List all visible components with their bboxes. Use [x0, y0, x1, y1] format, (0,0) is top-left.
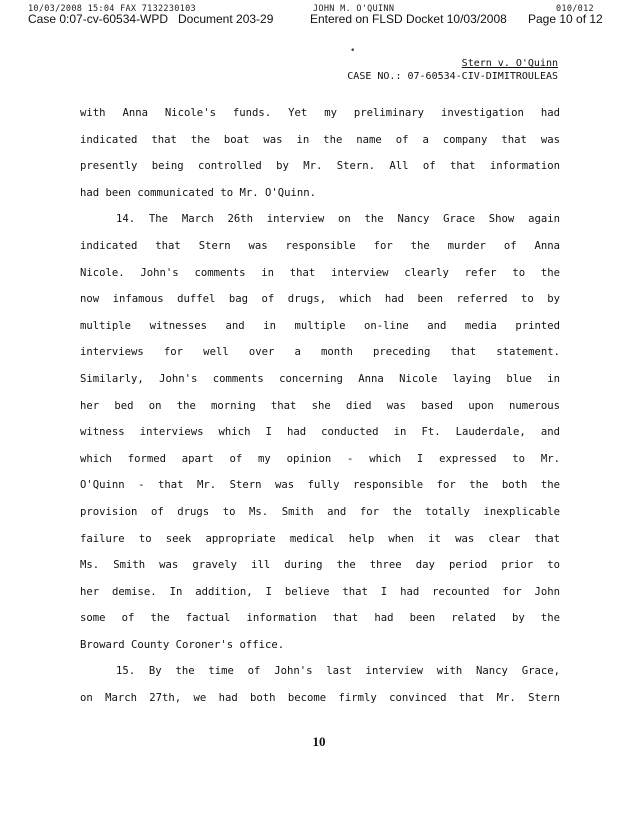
body-line: indicated that Stern was responsible for the murder of Anna [80, 239, 560, 252]
court-entered-docket: Entered on FLSD Docket 10/03/2008 [310, 12, 507, 26]
fax-header-page: 010/012 [556, 4, 594, 14]
court-document-number: Document 203-29 [178, 12, 274, 26]
body-line: her bed on the morning that she died was based upon numerous [80, 399, 560, 412]
body-line: presently being controlled by Mr. Stern. All of that information [80, 160, 560, 173]
case-parties: Stern v. O'Quinn [461, 58, 558, 69]
body-line: interviews for well over a month preceding that statement. [80, 346, 560, 359]
court-page-count: Page 10 of 12 [528, 12, 603, 26]
document-body [80, 100, 560, 712]
page-number: 10 [312, 734, 326, 749]
body-line: Nicole. John's comments in that interview clearly refer to the [80, 266, 560, 279]
body-line: provision of drugs to Ms. Smith and for the totally inexplicable [80, 505, 560, 518]
body-line: Similarly, John's comments concerning Anna Nicole laying blue in [80, 372, 560, 385]
body-line: failure to seek appropriate medical help when it was clear that [80, 532, 560, 545]
body-line: indicated that the boat was in the name of a company that was [80, 133, 560, 146]
body-line: her demise. In addition, I believe that I had recounted for John [80, 585, 560, 598]
fax-header-left: 10/03/2008 15:04 FAX 7132230103 [28, 4, 196, 14]
body-line: witness interviews which I had conducted in Ft. Lauderdale, and [80, 426, 560, 439]
scan-mark: • [350, 46, 356, 56]
court-case-number: Case 0:07-cv-60534-WPD [28, 12, 169, 26]
body-line: with Anna Nicole's funds. Yet my preliminary investigation had [80, 107, 560, 119]
paragraph-14-start: 14. The March 26th interview on the Nancy Grace Show again [116, 213, 560, 226]
body-line: O'Quinn - that Mr. Stern was fully responsible for the both the [80, 479, 560, 492]
body-line: multiple witnesses and in multiple on-line and media printed [80, 319, 560, 332]
paragraph-15-start: 15. By the time of John's last interview with Nancy Grace, [116, 665, 560, 678]
body-line: Broward County Coroner's office. [80, 638, 285, 651]
body-line: on March 27th, we had both become firmly convinced that Mr. Stern [80, 692, 560, 705]
body-line: had been communicated to Mr. O'Quinn. [80, 186, 316, 199]
body-line: now infamous duffel bag of drugs, which had been referred to by [80, 293, 560, 306]
body-line: some of the factual information that had been related by the [80, 612, 560, 625]
body-line: which formed apart of my opinion - which I expressed to Mr. [80, 452, 560, 465]
fax-header-sender: JOHN M. O'QUINN [313, 4, 395, 14]
case-number: CASE NO.: 07-60534-CIV-DIMITROULEAS [347, 71, 558, 82]
body-line: Ms. Smith was gravely ill during the three day period prior to [80, 559, 560, 572]
